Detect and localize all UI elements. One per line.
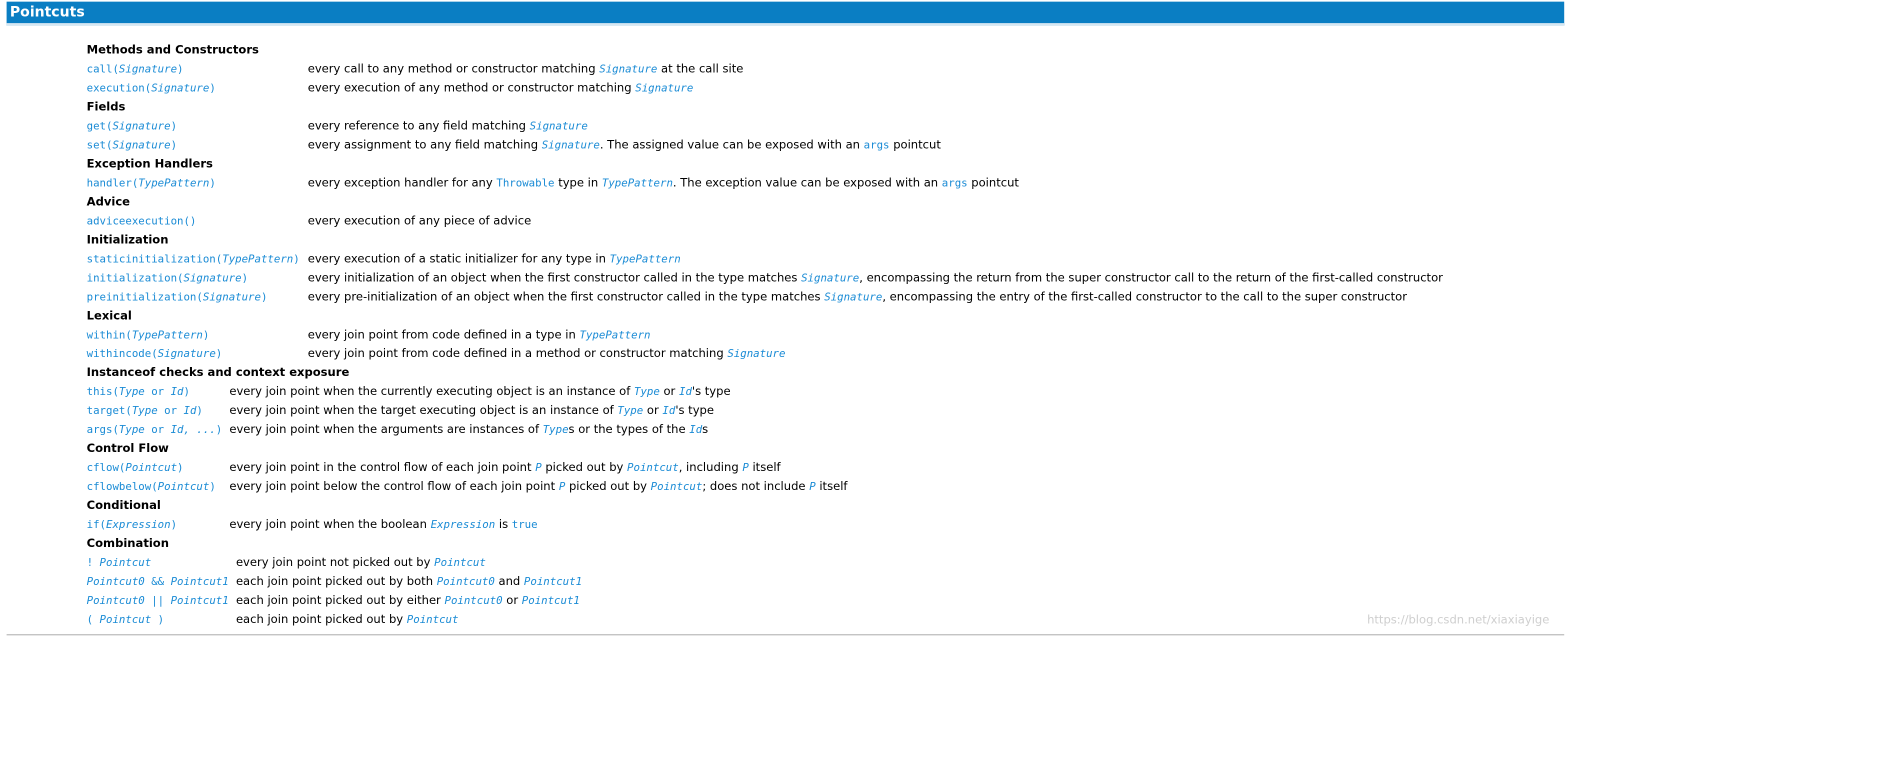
pointcut-code: staticinitialization(TypePattern) [86,253,300,266]
table-row [86,421,709,440]
group-heading: Combination [86,537,169,551]
pointcut-description: every initialization of an object when the first constructor called in the type matches Signature, encompassing the return from the super constructor call to the return of the first-called constructor [307,271,1443,285]
pointcut-code: preinitialization(Signature) [86,291,268,304]
pointcut-description: every execution of any method or constructor matching Signature [307,81,694,95]
pointcut-code: call(Signature) [86,63,184,76]
table-row [86,402,714,421]
group-heading: Conditional [86,499,161,513]
pointcut-code: within(TypePattern) [86,329,210,342]
pointcut-table [86,41,1443,629]
table-row [86,79,694,98]
table-row [86,326,651,345]
section-header [7,2,1565,26]
pointcut-code: adviceexecution() [86,215,197,228]
group-heading: Instanceof checks and context exposure [86,366,350,380]
pointcut-description: every pre-initialization of an object when the first constructor called in the type matches Signature, encompassing the entry of the first-called constructor to the call to the super constructor [307,290,1407,304]
pointcut-code: ! Pointcut [86,556,152,570]
watermark: https://blog.csdn.net/xiaxiayige [1367,613,1550,627]
pointcut-code: target(Type or Id) [86,405,203,418]
pointcut-description: every exception handler for any Throwable type in TypePattern. The exception value can be exposed with an args pointcut [307,176,1019,190]
group-heading: Methods and Constructors [86,43,259,57]
pointcut-code: get(Signature) [86,120,178,133]
pointcut-code: ( Pointcut ) [86,613,165,627]
pointcut-description: each join point picked out by both Pointcut0 and Pointcut1 [235,575,583,589]
pointcut-description: every join point below the control flow of each join point P picked out by Pointcut; does not include P itself [229,480,848,494]
pointcut-code: Pointcut0 || Pointcut1 [86,594,229,608]
pointcut-code: execution(Signature) [86,82,216,95]
pointcut-code: if(Expression) [86,518,178,532]
table-row [86,136,941,155]
table-row [86,288,1407,307]
pointcut-code: Pointcut0 && Pointcut1 [86,575,229,589]
table-row [86,554,486,573]
divider [7,634,1565,635]
pointcut-description: every execution of a static initializer for any type in TypePattern [307,252,681,266]
table-row [86,459,781,478]
table-row [86,250,681,269]
table-row [86,269,1443,288]
pointcut-description: every join point when the target executing object is an instance of Type or Id's type [229,404,714,418]
pointcut-description: every join point from code defined in a type in TypePattern [307,328,651,342]
pointcut-code: this(Type or Id) [86,386,190,399]
pointcut-code: args(Type or Id, ...) [86,424,223,437]
group-heading: Initialization [86,233,169,247]
pointcut-code: initialization(Signature) [86,272,249,285]
group-heading: Lexical [86,309,132,323]
group-heading: Advice [86,195,131,209]
pointcut-description: every join point when the arguments are instances of Types or the types of the Ids [229,423,709,437]
group-heading: Control Flow [86,442,169,456]
group-heading: Fields [86,100,126,114]
pointcut-code: set(Signature) [86,139,178,152]
pointcut-description: every join point when the boolean Expression is true [229,518,538,532]
table-row [86,117,588,136]
table-row [86,478,848,497]
pointcut-description: every join point when the currently executing object is an instance of Type or Id's type [229,385,731,399]
table-row [86,345,786,364]
table-row [86,516,538,535]
pointcut-code: withincode(Signature) [86,348,223,361]
group-heading: Exception Handlers [86,157,213,171]
table-row [86,60,744,79]
pointcut-description: every assignment to any field matching Signature. The assigned value can be exposed with an args pointcut [307,138,941,152]
pointcut-description: every reference to any field matching Signature [307,119,588,133]
pointcut-code: cflowbelow(Pointcut) [86,480,216,494]
table-row [86,174,1019,193]
table-row [86,212,532,231]
pointcut-code: handler(TypePattern) [86,177,216,190]
pointcut-description: every join point not picked out by Pointcut [235,556,486,570]
pointcut-code: cflow(Pointcut) [86,462,184,475]
table-row [86,592,580,611]
table-row [86,573,583,592]
pointcut-description: every execution of any piece of advice [307,214,532,228]
table-row [86,611,459,630]
pointcut-description: each join point picked out by either Pointcut0 or Pointcut1 [235,594,580,608]
pointcut-description: every join point in the control flow of each join point P picked out by Pointcut, including P itself [229,461,781,475]
table-row [86,383,731,402]
page-title: Pointcuts [9,4,85,21]
pointcut-description: every call to any method or constructor matching Signature at the call site [307,62,744,76]
pointcut-description: each join point picked out by Pointcut [235,612,459,627]
pointcut-description: every join point from code defined in a method or constructor matching Signature [307,347,786,361]
